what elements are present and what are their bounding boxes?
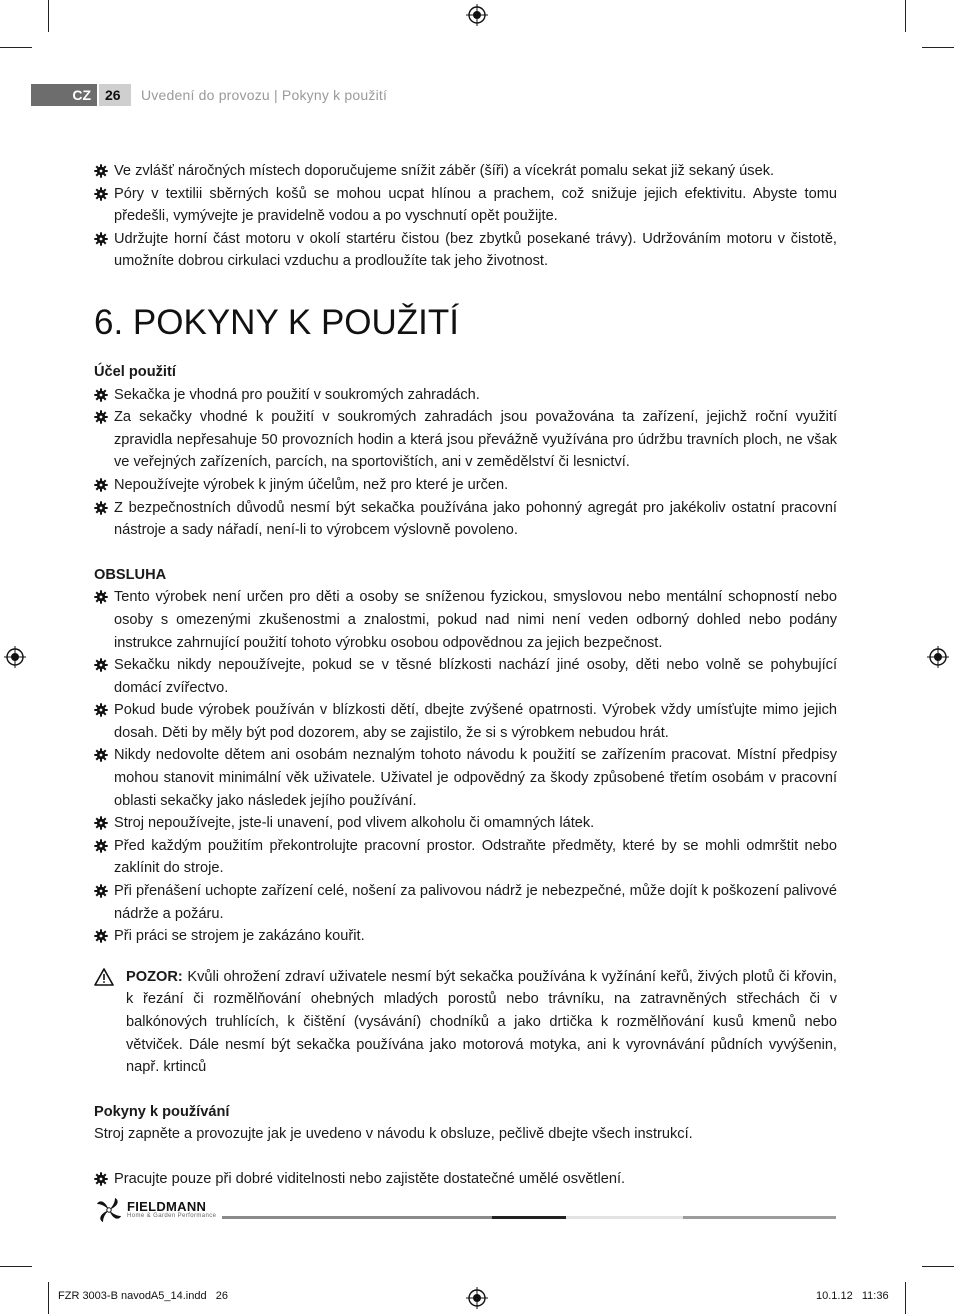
bullet-item (94, 183, 837, 228)
crop-mark (0, 1266, 32, 1267)
bullet-text: Stroj nepoužívejte, jste-li unavení, pod vlivem alkoholu či omamných látek. (114, 815, 595, 832)
gear-bullet-icon (94, 929, 108, 943)
gear-bullet-icon (94, 839, 108, 853)
gear-bullet-icon (94, 884, 108, 898)
bullet-text: Tento výrobek není určen pro děti a osoby se sníženou fyzickou, smyslovou nebo mentální schopností nebo osoby s omezenými zkušenostmi a znalostmi, pokud nad nimi není veden odborný dohled nebo podány instrukce zahrnující použití tohoto výrobku osobou odpovědnou za jejich bezpečnost. (114, 589, 837, 651)
bullet-text: Před každým použitím překontrolujte pracovní prostor. Odstraňte předměty, které by se mohli odmrštit nebo zaklínit do stroje. (114, 837, 837, 877)
bullet-item (94, 160, 837, 183)
purpose-bullet-list (94, 384, 837, 542)
header-language: CZ (72, 87, 91, 103)
gear-bullet-icon (94, 232, 108, 246)
slug-datetime: 10.1.12 11:36 (816, 1290, 889, 1302)
bullet-text: Nikdy nedovolte dětem ani osobám neznalým tohoto návodu k použití se zařízením pracovat. Místní předpisy mohou stanovit minimální věk uživatele. Uživatel je odpovědný za škody způsobené třetím osobám v pracovní oblasti sekačky jako následek jejího používání. (114, 747, 837, 809)
gear-bullet-icon (94, 1172, 108, 1186)
warning-text: Kvůli ohrožení zdraví uživatele nesmí být sekačka používána k vyžínání keřů, živých plotů či křovin, k řezání či rozmělňování ohebných mladých porostů nebo trávníku, na zatravněných střechách či v balkónových truhlících, k čištění (vysávání) chodníků a jako drtička k rozmělňování kusů kmenů nebo větviček. Dále nesmí být sekačka používána jako motorová motyka, ani k vyrovnávání půdních vyvýšenin, např. krtinců (126, 968, 837, 1076)
footer-brand: FIELDMANN (127, 1199, 207, 1214)
bullet-text: Za sekačky vhodné k použití v soukromých zahradách jsou považována ta zařízení, jejichž roční využití zpravidla nepřesahuje 50 provozních hodin a která jsou převážně využívána pro údržbu travních ploch, ne však ve veřejných zařízeních, parcích, na sportovištích, ani v zemědělství či lesnictví. (114, 409, 837, 471)
gear-bullet-icon (94, 478, 108, 492)
header-language-tab (31, 84, 97, 106)
crop-mark (48, 1282, 49, 1314)
crop-mark (0, 47, 32, 48)
bullet-item (94, 384, 837, 407)
header-page-box (99, 84, 131, 106)
bullet-item (94, 880, 837, 925)
bullet-text: Sekačku nikdy nepoužívejte, pokud se v těsné blízkosti nachází jiné osoby, děti nebo volně se pohybující domácí zvířectvo. (114, 657, 837, 696)
footer-rule-segment (222, 1216, 492, 1219)
registration-mark-icon (927, 646, 949, 668)
header-page-number: 26 (105, 87, 121, 103)
warning-notice (94, 966, 837, 1079)
bullet-item (94, 654, 837, 699)
bullet-text: Při přenášení uchopte zařízení celé, nošení za palivovou nádrž je nebezpečné, může dojít k poškození palivové nádrže a požáru. (114, 883, 837, 922)
footer-tagline: Home & Garden Performance (127, 1213, 217, 1219)
crop-mark (48, 0, 49, 32)
slug-file-info: FZR 3003-B navodA5_14.indd 26 (58, 1290, 229, 1302)
bullet-text: Nepoužívejte výrobek k jiným účelům, než pro které je určen. (114, 476, 509, 493)
bullet-item (94, 925, 837, 948)
bullet-text: Póry v textilii sběrných košů se mohou ucpat hlínou a prachem, což snižuje jejich efektivitu. Abyste tomu předešli, vymývejte je pravidelně vodou a po vyschnutí opět použijte. (114, 185, 837, 225)
intro-bullet-list (94, 160, 837, 273)
crop-mark (905, 1282, 906, 1314)
bullet-text: Udržujte horní část motoru v okolí startéru čistou (bez zbytků posekané trávy). Udržováním motoru v čistotě, umožníte dobrou cirkulaci vzduchu a prodloužíte tak jeho životnost. (114, 230, 837, 270)
registration-mark-icon (466, 4, 488, 26)
usage-heading: Pokyny k používání (94, 1103, 230, 1120)
bullet-item (94, 835, 837, 880)
gear-bullet-icon (94, 658, 108, 672)
gear-bullet-icon (94, 164, 108, 178)
bullet-item (94, 744, 837, 812)
bullet-item (94, 497, 837, 542)
footer-rule-segment (492, 1216, 566, 1219)
purpose-heading: Účel použití (94, 363, 176, 380)
bullet-text: Z bezpečnostních důvodů nesmí být sekačka používána jako pohonný agregát pro jakékoliv ostatní pracovní nástroje a sady nářadí, není-li to výrobcem výslovně povoleno. (114, 499, 837, 539)
header-section-title: Uvedení do provozu | Pokyny k použití (141, 87, 388, 103)
warning-triangle-icon (94, 968, 114, 986)
bullet-item (94, 228, 837, 273)
page-content (94, 160, 837, 1191)
bullet-text: Pokud bude výrobek používán v blízkosti dětí, dbejte zvýšené opatrnosti. Výrobek vždy umísťujte mimo jejich dosah. Děti by měly být pod dozorem, aby se zajistilo, že si s výrobkem nebudou hrát. (114, 702, 837, 741)
footer-rule-segment (566, 1216, 683, 1219)
bullet-item (94, 699, 837, 744)
bullet-text: Při práci se strojem je zakázáno kouřit. (114, 928, 365, 945)
gear-bullet-icon (94, 410, 108, 424)
bullet-item (94, 586, 837, 654)
gear-bullet-icon (94, 703, 108, 717)
usage-paragraph: Stroj zapněte a provozujte jak je uvedeno v návodu k obsluze, pečlivě dbejte všech instrukcí. (94, 1126, 693, 1143)
bullet-item (94, 474, 837, 497)
bullet-item (94, 812, 837, 835)
crop-mark (905, 0, 906, 32)
crop-mark (922, 47, 954, 48)
operation-bullet-list (94, 586, 837, 948)
bullet-item (94, 1168, 837, 1191)
gear-bullet-icon (94, 388, 108, 402)
gear-bullet-icon (94, 590, 108, 604)
bullet-text: Pracujte pouze při dobré viditelnosti nebo zajistěte dostatečné umělé osvětlení. (114, 1170, 626, 1187)
registration-mark-icon (4, 646, 26, 668)
bullet-item (94, 406, 837, 474)
bullet-text: Ve zvlášť náročných místech doporučujeme snížit záběr (šíři) a vícekrát pomalu sekat již sekaný úsek. (114, 163, 775, 179)
gear-bullet-icon (94, 748, 108, 762)
gear-bullet-icon (94, 816, 108, 830)
gear-bullet-icon (94, 187, 108, 201)
chapter-title: 6. POKYNY K POUŽITÍ (94, 302, 460, 342)
gear-bullet-icon (94, 501, 108, 515)
bullet-text: Sekačka je vhodná pro použití v soukromých zahradách. (114, 386, 480, 403)
crop-mark (922, 1266, 954, 1267)
usage-bullet-list (94, 1168, 837, 1191)
fieldmann-fan-logo-icon (94, 1195, 124, 1225)
registration-mark-icon (466, 1287, 488, 1309)
operation-heading: OBSLUHA (94, 566, 167, 583)
footer-rule-segment (683, 1216, 836, 1219)
warning-label: POZOR: (126, 968, 183, 985)
